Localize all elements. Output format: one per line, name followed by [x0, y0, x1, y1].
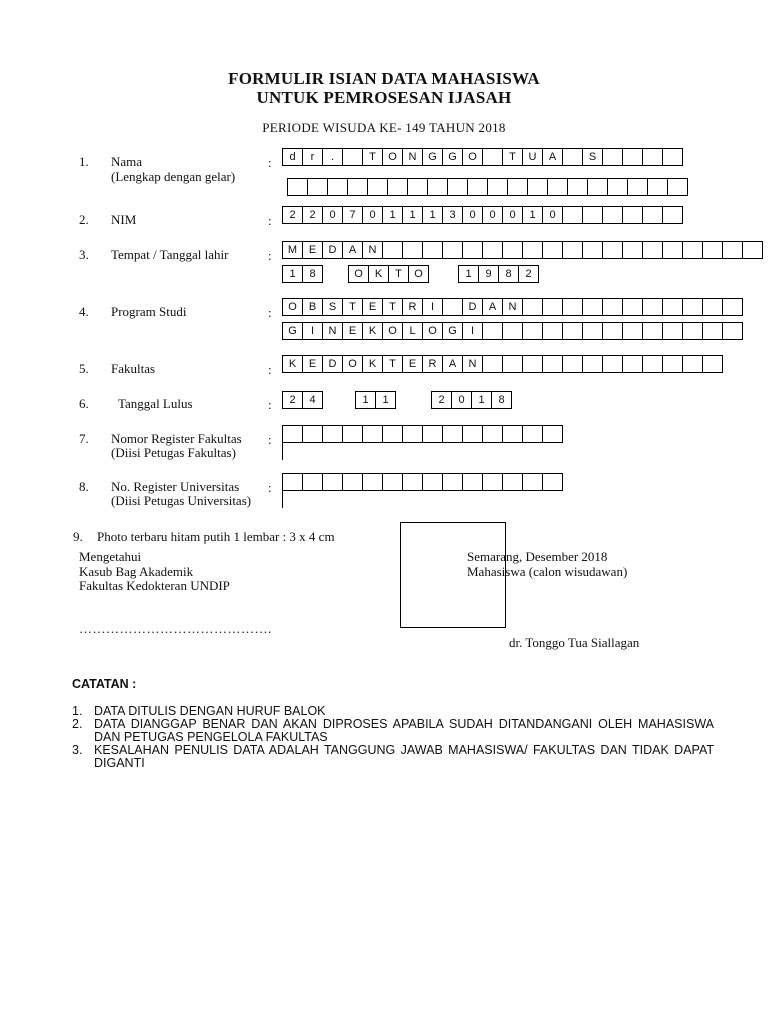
char-box[interactable]	[522, 322, 543, 340]
char-box[interactable]: G	[442, 148, 463, 166]
faculty-boxes[interactable]	[282, 355, 723, 373]
note-1-number: 1.	[72, 704, 83, 718]
char-box[interactable]	[382, 425, 403, 443]
char-box[interactable]: E	[342, 322, 363, 340]
faculty-register-divider	[282, 443, 283, 460]
char-box[interactable]: 0	[322, 206, 343, 224]
char-box[interactable]: 2	[302, 206, 323, 224]
char-box[interactable]: O	[282, 298, 303, 316]
char-box[interactable]	[447, 178, 468, 196]
char-box[interactable]	[682, 241, 703, 259]
char-box[interactable]	[642, 148, 663, 166]
char-box[interactable]: G	[442, 322, 463, 340]
char-box[interactable]: D	[322, 241, 343, 259]
char-box[interactable]	[602, 298, 623, 316]
field-4-label: Program Studi	[111, 304, 187, 319]
char-box[interactable]	[527, 178, 548, 196]
char-box[interactable]: G	[422, 148, 443, 166]
study-program-boxes-row-2[interactable]	[282, 322, 743, 340]
char-box[interactable]	[362, 425, 383, 443]
char-box[interactable]: K	[282, 355, 303, 373]
field-6-colon: :	[268, 397, 272, 412]
char-box[interactable]: D	[462, 298, 483, 316]
char-box[interactable]: 2	[282, 206, 303, 224]
char-box[interactable]: 1	[282, 265, 303, 283]
char-box[interactable]: 7	[342, 206, 363, 224]
field-3-colon: :	[268, 248, 272, 263]
char-box[interactable]	[642, 241, 663, 259]
field-1-label: Nama	[111, 154, 143, 169]
char-box[interactable]	[342, 148, 363, 166]
char-box[interactable]: B	[302, 298, 323, 316]
field-4-number: 4.	[79, 304, 89, 319]
char-box[interactable]	[487, 178, 508, 196]
char-box[interactable]	[407, 178, 428, 196]
char-box[interactable]	[622, 206, 643, 224]
char-box[interactable]: K	[362, 355, 383, 373]
char-box[interactable]	[547, 178, 568, 196]
char-box[interactable]	[662, 355, 683, 373]
char-box[interactable]	[522, 473, 543, 491]
char-box[interactable]	[502, 425, 523, 443]
char-box[interactable]	[482, 322, 503, 340]
char-box[interactable]	[647, 178, 668, 196]
char-box[interactable]: O	[382, 148, 403, 166]
char-box[interactable]: 1	[402, 206, 423, 224]
char-box[interactable]	[722, 298, 743, 316]
char-box[interactable]	[482, 473, 503, 491]
field-2-colon: :	[268, 213, 272, 228]
char-box[interactable]: 8	[302, 265, 323, 283]
field-7-number: 7.	[79, 431, 89, 446]
field-5-label: Fakultas	[111, 361, 156, 376]
char-box[interactable]	[562, 322, 583, 340]
char-box[interactable]: L	[402, 322, 423, 340]
field-2-label: NIM	[111, 212, 137, 227]
char-box[interactable]: A	[342, 241, 363, 259]
nim-boxes[interactable]	[282, 206, 683, 224]
left-sign-line2: Kasub Bag Akademik	[79, 564, 194, 579]
char-box[interactable]: T	[362, 148, 383, 166]
char-box[interactable]	[642, 298, 663, 316]
char-box[interactable]	[582, 206, 603, 224]
char-box[interactable]	[542, 355, 563, 373]
char-box[interactable]	[502, 355, 523, 373]
char-box[interactable]: 1	[458, 265, 479, 283]
char-box[interactable]: d	[282, 148, 303, 166]
name-boxes-row-2[interactable]	[287, 178, 688, 196]
char-box[interactable]: S	[322, 298, 343, 316]
char-box[interactable]	[342, 473, 363, 491]
char-box[interactable]	[502, 473, 523, 491]
char-box[interactable]	[347, 178, 368, 196]
university-register-divider	[282, 491, 283, 508]
note-1-text: DATA DITULIS DENGAN HURUF BALOK	[94, 704, 326, 718]
char-box[interactable]	[682, 322, 703, 340]
char-box[interactable]	[562, 206, 583, 224]
notes-heading: CATATAN :	[72, 677, 137, 691]
field-1-colon: :	[268, 155, 272, 170]
char-box[interactable]	[402, 241, 423, 259]
field-1-number: 1.	[79, 154, 89, 169]
char-box[interactable]	[642, 355, 663, 373]
char-box[interactable]	[662, 241, 683, 259]
char-box[interactable]: 1	[355, 391, 376, 409]
char-box[interactable]	[702, 355, 723, 373]
left-sign-dots: …………………………………….	[79, 621, 272, 636]
char-box[interactable]	[542, 241, 563, 259]
char-box[interactable]: R	[422, 355, 443, 373]
char-box[interactable]	[502, 241, 523, 259]
field-4-colon: :	[268, 305, 272, 320]
field-8-sublabel: (Diisi Petugas Universitas)	[111, 493, 252, 508]
char-box[interactable]: O	[382, 322, 403, 340]
char-box[interactable]: A	[442, 355, 463, 373]
left-sign-line1: Mengetahui	[79, 549, 142, 564]
char-box[interactable]	[322, 425, 343, 443]
char-box[interactable]: 2	[518, 265, 539, 283]
char-box[interactable]: 4	[302, 391, 323, 409]
char-box[interactable]	[467, 178, 488, 196]
field-8-number: 8.	[79, 479, 89, 494]
char-box[interactable]	[302, 473, 323, 491]
char-box[interactable]	[622, 355, 643, 373]
char-box[interactable]: K	[368, 265, 389, 283]
char-box[interactable]	[722, 241, 743, 259]
graduation-month-boxes[interactable]	[355, 391, 396, 409]
graduation-day-boxes[interactable]	[282, 391, 323, 409]
char-box[interactable]: O	[462, 148, 483, 166]
char-box[interactable]	[542, 298, 563, 316]
char-box[interactable]	[482, 241, 503, 259]
char-box[interactable]: K	[362, 322, 383, 340]
char-box[interactable]: N	[502, 298, 523, 316]
char-box[interactable]	[462, 241, 483, 259]
char-box[interactable]: T	[382, 355, 403, 373]
char-box[interactable]: 0	[542, 206, 563, 224]
name-boxes-row-1[interactable]	[282, 148, 683, 166]
char-box[interactable]	[507, 178, 528, 196]
birthdate-day-boxes[interactable]	[282, 265, 323, 283]
char-box[interactable]: 3	[442, 206, 463, 224]
char-box[interactable]	[602, 355, 623, 373]
char-box[interactable]: R	[402, 298, 423, 316]
char-box[interactable]	[562, 355, 583, 373]
char-box[interactable]: U	[522, 148, 543, 166]
char-box[interactable]	[522, 241, 543, 259]
char-box[interactable]: O	[408, 265, 429, 283]
char-box[interactable]	[502, 322, 523, 340]
char-box[interactable]: 0	[502, 206, 523, 224]
char-box[interactable]: I	[422, 298, 443, 316]
birthdate-year-boxes[interactable]	[458, 265, 539, 283]
char-box[interactable]: 1	[422, 206, 443, 224]
field-7-sublabel: (Diisi Petugas Fakultas)	[111, 445, 236, 460]
char-box[interactable]: N	[462, 355, 483, 373]
char-box[interactable]	[622, 298, 643, 316]
char-box[interactable]: 8	[491, 391, 512, 409]
char-box[interactable]	[462, 425, 483, 443]
char-box[interactable]	[742, 241, 763, 259]
char-box[interactable]: O	[342, 355, 363, 373]
char-box[interactable]: E	[402, 355, 423, 373]
char-box[interactable]	[382, 241, 403, 259]
char-box[interactable]: I	[462, 322, 483, 340]
char-box[interactable]: M	[282, 241, 303, 259]
field-6-label: Tanggal Lulus	[118, 396, 193, 411]
char-box[interactable]	[462, 473, 483, 491]
char-box[interactable]: T	[342, 298, 363, 316]
form-title-line2: UNTUK PEMROSESAN IJASAH	[256, 88, 512, 107]
photo-label: Photo terbaru hitam putih 1 lembar : 3 x 4 cm	[97, 529, 335, 544]
char-box[interactable]: O	[348, 265, 369, 283]
char-box[interactable]	[602, 148, 623, 166]
char-box[interactable]	[682, 298, 703, 316]
char-box[interactable]: 1	[522, 206, 543, 224]
char-box[interactable]	[582, 298, 603, 316]
field-8-colon: :	[268, 480, 272, 495]
char-box[interactable]: 2	[431, 391, 452, 409]
char-box[interactable]	[602, 206, 623, 224]
char-box[interactable]: N	[322, 322, 343, 340]
char-box[interactable]	[302, 425, 323, 443]
form-title-line1: FORMULIR ISIAN DATA MAHASISWA	[228, 69, 540, 88]
char-box[interactable]	[562, 298, 583, 316]
char-box[interactable]	[587, 178, 608, 196]
char-box[interactable]	[702, 322, 723, 340]
char-box[interactable]	[522, 425, 543, 443]
char-box[interactable]	[542, 322, 563, 340]
field-2-number: 2.	[79, 212, 89, 227]
char-box[interactable]	[342, 425, 363, 443]
char-box[interactable]: .	[322, 148, 343, 166]
char-box[interactable]: E	[362, 298, 383, 316]
char-box[interactable]: E	[302, 241, 323, 259]
char-box[interactable]: N	[362, 241, 383, 259]
char-box[interactable]	[702, 241, 723, 259]
char-box[interactable]	[582, 322, 603, 340]
char-box[interactable]	[622, 322, 643, 340]
char-box[interactable]: 9	[478, 265, 499, 283]
field-8-label: No. Register Universitas	[111, 479, 240, 494]
char-box[interactable]	[667, 178, 688, 196]
char-box[interactable]	[327, 178, 348, 196]
char-box[interactable]: r	[302, 148, 323, 166]
field-7-label: Nomor Register Fakultas	[111, 431, 242, 446]
right-sign-line1: Semarang, Desember 2018	[467, 549, 608, 564]
char-box[interactable]: 2	[282, 391, 303, 409]
period-label: PERIODE WISUDA KE- 149 TAHUN 2018	[262, 120, 506, 135]
char-box[interactable]	[567, 178, 588, 196]
char-box[interactable]	[482, 355, 503, 373]
birthplace-boxes[interactable]	[282, 241, 763, 259]
field-6-number: 6.	[79, 396, 89, 411]
field-1-sublabel: (Lengkap dengan gelar)	[111, 169, 236, 184]
char-box[interactable]	[422, 241, 443, 259]
char-box[interactable]	[482, 148, 503, 166]
char-box[interactable]	[582, 241, 603, 259]
field-3-label: Tempat / Tanggal lahir	[111, 247, 229, 262]
char-box[interactable]	[427, 178, 448, 196]
char-box[interactable]: I	[302, 322, 323, 340]
char-box[interactable]: 0	[462, 206, 483, 224]
char-box[interactable]	[442, 473, 463, 491]
faculty-register-boxes[interactable]	[282, 425, 563, 443]
char-box[interactable]: 1	[471, 391, 492, 409]
char-box[interactable]: 0	[482, 206, 503, 224]
char-box[interactable]	[282, 425, 303, 443]
char-box[interactable]: A	[482, 298, 503, 316]
char-box[interactable]	[627, 178, 648, 196]
char-box[interactable]	[562, 241, 583, 259]
left-sign-line3: Fakultas Kedokteran UNDIP	[79, 578, 230, 593]
char-box[interactable]	[402, 425, 423, 443]
char-box[interactable]: N	[402, 148, 423, 166]
char-box[interactable]	[582, 355, 603, 373]
char-box[interactable]	[382, 473, 403, 491]
char-box[interactable]: T	[388, 265, 409, 283]
char-box[interactable]	[287, 178, 308, 196]
char-box[interactable]	[702, 298, 723, 316]
char-box[interactable]	[662, 148, 683, 166]
char-box[interactable]	[642, 206, 663, 224]
char-box[interactable]	[602, 322, 623, 340]
right-sign-line2: Mahasiswa (calon wisudawan)	[467, 564, 628, 579]
char-box[interactable]	[367, 178, 388, 196]
char-box[interactable]: O	[422, 322, 443, 340]
note-3-text: KESALAHAN PENULIS DATA ADALAH TANGGUNG JAWAB MAHASISWA/ FAKULTAS DAN TIDAK DAPAT DIGANTI	[94, 743, 714, 770]
graduation-year-boxes[interactable]	[431, 391, 512, 409]
char-box[interactable]: 0	[362, 206, 383, 224]
char-box[interactable]	[622, 148, 643, 166]
university-register-boxes[interactable]	[282, 473, 563, 491]
char-box[interactable]: 0	[451, 391, 472, 409]
char-box[interactable]	[402, 473, 423, 491]
char-box[interactable]	[542, 425, 563, 443]
char-box[interactable]	[307, 178, 328, 196]
char-box[interactable]	[542, 473, 563, 491]
char-box[interactable]	[482, 425, 503, 443]
char-box[interactable]	[282, 473, 303, 491]
char-box[interactable]: T	[502, 148, 523, 166]
char-box[interactable]	[662, 298, 683, 316]
char-box[interactable]	[562, 148, 583, 166]
char-box[interactable]	[522, 355, 543, 373]
char-box[interactable]	[662, 206, 683, 224]
char-box[interactable]	[682, 355, 703, 373]
char-box[interactable]	[422, 473, 443, 491]
char-box[interactable]	[602, 241, 623, 259]
char-box[interactable]: 1	[382, 206, 403, 224]
char-box[interactable]	[642, 322, 663, 340]
char-box[interactable]: 1	[375, 391, 396, 409]
field-3-number: 3.	[79, 247, 89, 262]
char-box[interactable]	[607, 178, 628, 196]
char-box[interactable]	[622, 241, 643, 259]
char-box[interactable]	[662, 322, 683, 340]
char-box[interactable]	[722, 322, 743, 340]
char-box[interactable]	[442, 298, 463, 316]
field-5-colon: :	[268, 362, 272, 377]
char-box[interactable]: G	[282, 322, 303, 340]
char-box[interactable]	[442, 241, 463, 259]
study-program-boxes-row-1[interactable]	[282, 298, 743, 316]
field-5-number: 5.	[79, 361, 89, 376]
photo-number: 9.	[73, 529, 83, 544]
char-box[interactable]	[422, 425, 443, 443]
char-box[interactable]	[322, 473, 343, 491]
char-box[interactable]: A	[542, 148, 563, 166]
birthdate-month-boxes[interactable]	[348, 265, 429, 283]
char-box[interactable]	[442, 425, 463, 443]
note-2-number: 2.	[72, 717, 83, 731]
char-box[interactable]: D	[322, 355, 343, 373]
char-box[interactable]: E	[302, 355, 323, 373]
char-box[interactable]	[362, 473, 383, 491]
char-box[interactable]: 8	[498, 265, 519, 283]
char-box[interactable]: S	[582, 148, 603, 166]
note-3-number: 3.	[72, 743, 83, 757]
char-box[interactable]	[387, 178, 408, 196]
field-7-colon: :	[268, 432, 272, 447]
char-box[interactable]	[522, 298, 543, 316]
note-2-text: DATA DIANGGAP BENAR DAN AKAN DIPROSES APABILA SUDAH DITANDANGANI OLEH MAHASISWA DAN PETUGAS PENGELOLA FAKULTAS	[94, 717, 714, 744]
right-sign-name: dr. Tonggo Tua Siallagan	[509, 635, 640, 650]
char-box[interactable]: T	[382, 298, 403, 316]
